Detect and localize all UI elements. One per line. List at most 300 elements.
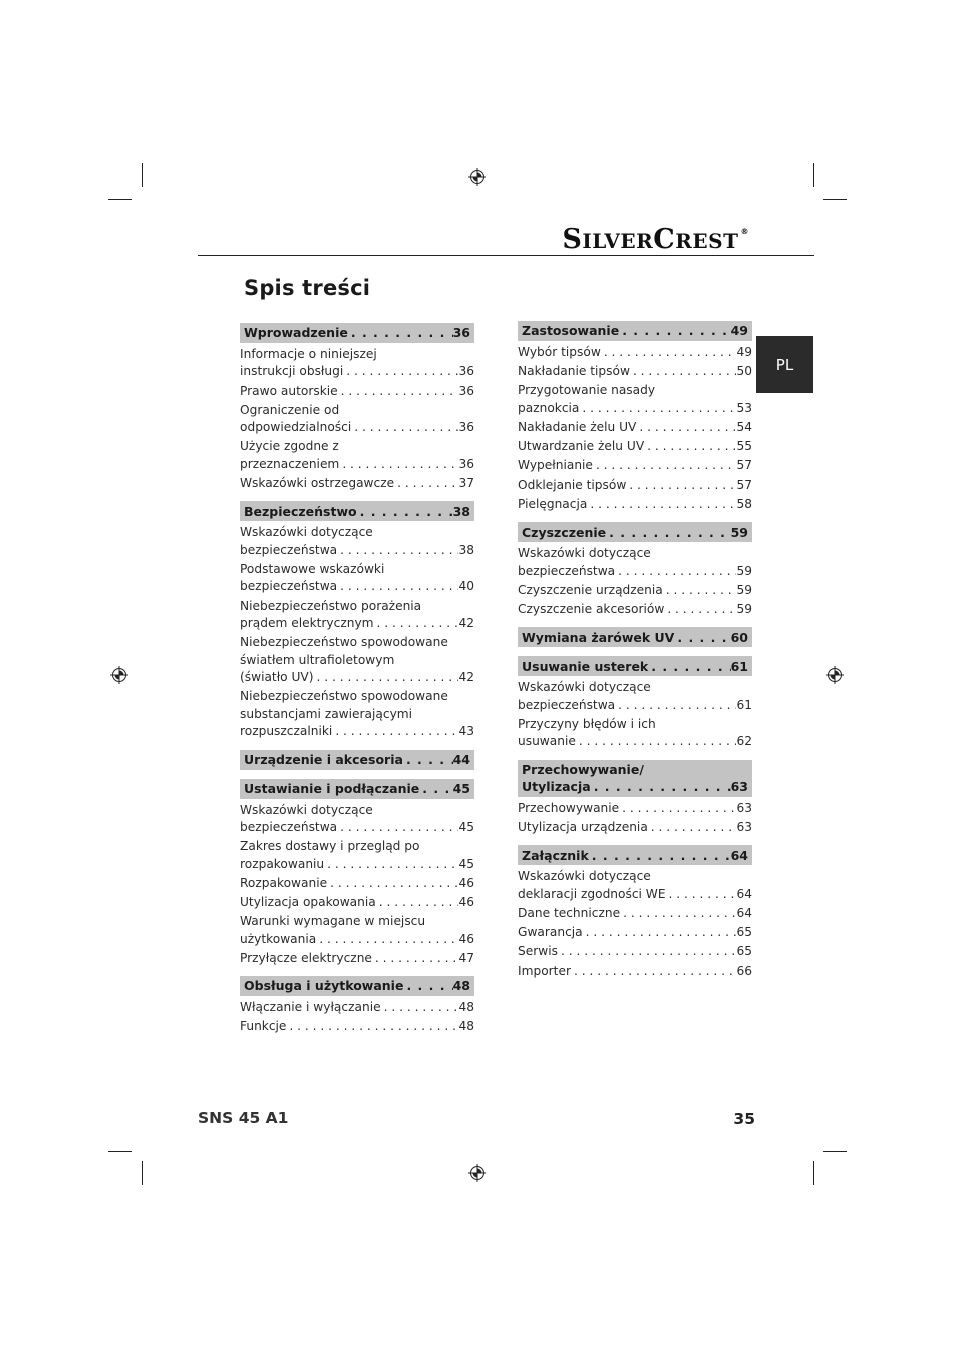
toc-entry-list [518, 679, 752, 750]
toc-entry[interactable] [518, 477, 752, 494]
toc-entry-text: odpowiedzialności [240, 420, 352, 435]
dot-leader [571, 963, 737, 980]
toc-entry-line [240, 875, 474, 892]
dot-leader [339, 456, 458, 473]
toc-entry[interactable] [240, 1018, 474, 1035]
toc-section-heading[interactable] [240, 501, 474, 521]
toc-section [518, 321, 752, 513]
toc-entry[interactable] [518, 963, 752, 980]
toc-entry-text: Utylizacja urządzenia [518, 819, 648, 834]
toc-page-number: 53 [736, 400, 752, 415]
toc-entry-text: użytkowania [240, 931, 317, 946]
toc-entry-line [240, 894, 474, 911]
toc-entry[interactable] [518, 800, 752, 817]
toc-entry-text: bezpieczeństwa [518, 697, 616, 712]
toc-entry[interactable] [518, 924, 752, 941]
toc-page-number: 66 [736, 963, 752, 978]
toc-entry-line [518, 363, 752, 380]
toc-entry[interactable] [518, 943, 752, 960]
toc-entry-line [518, 457, 752, 474]
toc-entry[interactable] [518, 868, 752, 903]
toc-entry-text: (światło UV) [240, 670, 314, 685]
toc-entry[interactable] [240, 838, 474, 873]
toc-page-number: 58 [736, 496, 752, 511]
toc-page-number: 46 [458, 931, 474, 946]
dot-leader [558, 943, 737, 960]
brand-logo-text: REST [675, 229, 739, 253]
dot-leader [587, 496, 736, 513]
toc-page-number: 64 [736, 886, 752, 901]
dot-leader [630, 363, 737, 380]
toc-entry-line [518, 601, 752, 618]
toc-entry-line [240, 383, 474, 400]
toc-page-number: 45 [458, 856, 474, 871]
toc-heading-line [522, 761, 748, 778]
toc-entry-line [240, 950, 474, 967]
toc-entry-line [240, 999, 474, 1016]
page-title: Spis treści [244, 276, 371, 300]
dot-leader [648, 819, 737, 836]
toc-entry-text: Importer [518, 963, 571, 978]
toc-entry-line [518, 344, 752, 361]
brand-logo [562, 224, 749, 255]
toc-heading-line [522, 524, 748, 541]
toc-section [240, 779, 474, 968]
toc-entry[interactable] [518, 363, 752, 380]
toc-entry[interactable] [518, 438, 752, 455]
toc-entry-text: Zakres dostawy i przegląd po [240, 839, 420, 854]
toc-entry[interactable] [518, 457, 752, 474]
toc-entry-line [240, 931, 474, 948]
toc-page-number: 63 [736, 800, 752, 815]
toc-section-heading[interactable] [240, 750, 474, 770]
toc-heading-line [522, 629, 748, 646]
dot-leader [663, 582, 737, 599]
model-number: SNS 45 A1 [198, 1109, 289, 1127]
dot-leader [403, 751, 453, 768]
toc-page-number: 46 [458, 894, 474, 909]
toc-entry-line [518, 697, 752, 714]
toc-entry-text: Czyszczenie akcesoriów [518, 602, 665, 617]
toc-page-number: 64 [736, 905, 752, 920]
toc-section [518, 760, 752, 836]
toc-entry-text: przeznaczeniem [240, 456, 340, 471]
toc-entry-text: Pielęgnacja [518, 496, 588, 511]
dot-leader [403, 977, 452, 994]
toc-entry[interactable] [518, 679, 752, 714]
dot-leader [357, 503, 453, 520]
toc-heading-line [244, 324, 470, 341]
toc-entry[interactable] [240, 950, 474, 967]
dot-leader [316, 931, 458, 948]
toc-entry-text: Niebezpieczeństwo porażenia [240, 598, 422, 613]
toc-entry-text: Informacje o niniejszej [240, 347, 377, 361]
brand-logo-text: ILVER [582, 229, 654, 253]
toc-entry-line [518, 943, 752, 960]
toc-entry-line [518, 819, 752, 836]
toc-entry-line [240, 669, 474, 686]
toc-heading-text: Załącznik [522, 847, 589, 863]
dot-leader [666, 886, 737, 903]
toc-heading-text: Obsługa i użytkowanie [244, 978, 404, 994]
toc-entry-list [240, 802, 474, 968]
dot-leader [332, 723, 458, 740]
toc-entry-text: Dane techniczne [518, 905, 621, 920]
crop-mark [823, 1151, 847, 1152]
toc-entry[interactable] [518, 601, 752, 618]
toc-section-heading[interactable] [518, 845, 752, 865]
toc-entry-text: Niebezpieczeństwo spowodowane światłem ultrafioletowym [240, 635, 448, 667]
toc-page-number: 49 [736, 345, 752, 359]
dot-leader [314, 669, 459, 686]
toc-entry-line [518, 582, 752, 599]
toc-entry[interactable] [240, 598, 474, 633]
registration-mark-icon [110, 666, 128, 684]
toc-entry-line [240, 723, 474, 740]
toc-section [240, 323, 474, 492]
toc-entry-line [240, 578, 474, 595]
toc-heading-line [522, 847, 748, 864]
toc-entry[interactable] [240, 688, 474, 740]
crop-mark [813, 1161, 814, 1185]
toc-entry-line [240, 475, 474, 492]
toc-entry[interactable] [240, 383, 474, 400]
toc-entry-line [518, 800, 752, 817]
toc-entry-list [240, 346, 474, 492]
toc-entry-text: Wskazówki dotyczące [518, 680, 651, 695]
dot-leader [619, 322, 730, 339]
toc-page-number: 45 [458, 819, 474, 834]
toc-entry-text: Prawo autorskie [240, 383, 338, 398]
toc-section [518, 522, 752, 618]
toc-page-number: 43 [458, 724, 474, 739]
dot-leader [376, 894, 459, 911]
dot-leader [593, 457, 737, 474]
toc-entry[interactable] [240, 634, 474, 686]
crop-mark [108, 199, 132, 200]
toc-page-number: 37 [458, 476, 474, 491]
dot-leader [372, 950, 459, 967]
toc-section-heading[interactable] [240, 976, 474, 996]
toc-page-number: 36 [458, 420, 474, 435]
toc-page-number: 49 [730, 323, 748, 339]
toc-entry-line [518, 886, 752, 903]
toc-entry-line [518, 419, 752, 436]
header-rule [198, 255, 814, 256]
dot-leader [337, 819, 458, 836]
toc-page-number: 64 [730, 847, 748, 863]
toc-heading-line [522, 778, 748, 795]
crop-mark [142, 1161, 143, 1185]
registered-mark: ® [740, 227, 749, 236]
toc-column-right [518, 321, 752, 989]
crop-mark [142, 163, 143, 187]
toc-entry-text: Funkcje [240, 1019, 287, 1034]
toc-page-number: 59 [736, 602, 752, 617]
dot-leader [589, 847, 731, 864]
toc-entry-text: Wskazówki dotyczące [240, 802, 373, 817]
toc-entry-line [240, 856, 474, 873]
registration-mark-icon [468, 1164, 486, 1182]
toc-entry[interactable] [518, 496, 752, 513]
toc-page-number: 63 [736, 819, 752, 834]
toc-entry-text: Nakładanie żelu UV [518, 420, 637, 435]
toc-page-number: 59 [730, 524, 748, 540]
toc-entry-list [518, 344, 752, 513]
toc-section-heading[interactable] [518, 321, 752, 341]
toc-entry-text: bezpieczeństwa [240, 819, 338, 834]
toc-entry-text: Wskazówki ostrzegawcze [240, 476, 395, 491]
toc-section [240, 501, 474, 740]
dot-leader [626, 477, 736, 494]
toc-page-number: 59 [736, 582, 752, 597]
toc-entry-text: paznokcia [518, 400, 580, 415]
toc-heading-text: Przechowywanie/ [522, 761, 644, 777]
toc-page-number: 62 [736, 734, 752, 749]
toc-entry[interactable] [240, 346, 474, 381]
toc-page-number: 65 [736, 925, 752, 940]
toc-heading-line [244, 977, 470, 994]
toc-page-number: 47 [458, 950, 474, 965]
toc-entry[interactable] [518, 905, 752, 922]
toc-heading-line [522, 658, 748, 675]
toc-page-number: 55 [736, 439, 752, 454]
toc-entry-text: Przygotowanie nasady [518, 383, 656, 398]
dot-leader [327, 875, 458, 892]
toc-entry-text: Wybór tipsów [518, 345, 601, 359]
toc-heading-text: Ustawianie i podłączanie [244, 780, 420, 796]
toc-entry-text: instrukcji obsługi [240, 364, 344, 379]
toc-entry-text: Odklejanie tipsów [518, 477, 627, 492]
toc-entry-line [240, 819, 474, 836]
dot-leader [648, 658, 730, 675]
toc-entry[interactable] [518, 582, 752, 599]
toc-page-number: 42 [458, 670, 474, 685]
toc-page-number: 57 [736, 477, 752, 492]
toc-entry-text: bezpieczeństwa [518, 563, 616, 578]
toc-heading-text: Czyszczenie [522, 524, 607, 540]
toc-heading-text: Bezpieczeństwo [244, 503, 357, 519]
toc-entry-text: Włączanie i wyłączanie [240, 1000, 381, 1015]
toc-section [240, 976, 474, 1036]
toc-page-number: 48 [458, 1019, 474, 1034]
toc-page-number: 65 [736, 944, 752, 959]
toc-entry[interactable] [240, 438, 474, 473]
dot-leader [664, 601, 736, 618]
toc-entry-text: Gwarancja [518, 925, 583, 940]
toc-entry-line [240, 363, 474, 380]
toc-heading-text: Wprowadzenie [244, 325, 348, 341]
toc-heading-line [244, 780, 470, 797]
toc-entry-text: Wskazówki dotyczące [518, 869, 651, 884]
dot-leader [337, 578, 458, 595]
toc-page-number: 54 [736, 420, 752, 435]
toc-entry-text: Przechowywanie [518, 800, 620, 815]
toc-entry[interactable] [518, 819, 752, 836]
toc-section-heading[interactable] [518, 627, 752, 647]
toc-entry-text: Rozpakowanie [240, 875, 328, 890]
toc-entry[interactable] [518, 545, 752, 580]
toc-entry-line [240, 419, 474, 436]
toc-heading-text: Wymiana żarówek UV [522, 629, 675, 645]
toc-entry-line [240, 1018, 474, 1035]
toc-entry-list [518, 545, 752, 618]
toc-entry-text: Niebezpieczeństwo spowodowane substancjami zawierającymi [240, 689, 448, 721]
toc-section [518, 627, 752, 647]
toc-page-number: 42 [458, 616, 474, 631]
toc-entry[interactable] [240, 875, 474, 892]
toc-page-number: 57 [736, 458, 752, 473]
toc-page-number: 59 [736, 563, 752, 578]
page-number: 35 [733, 1110, 755, 1128]
toc-entry-text: rozpakowaniu [240, 856, 325, 871]
language-tab: PL [756, 336, 813, 393]
toc-heading-line [244, 751, 470, 768]
toc-entry[interactable] [518, 382, 752, 417]
toc-entry-line [518, 438, 752, 455]
toc-entry-text: Czyszczenie urządzenia [518, 582, 663, 597]
toc-entry[interactable] [240, 999, 474, 1016]
toc-entry-list [240, 524, 474, 740]
toc-entry[interactable] [240, 402, 474, 437]
dot-leader [674, 629, 730, 646]
dot-leader [619, 800, 736, 817]
toc-entry-line [240, 615, 474, 632]
toc-page-number: 38 [452, 503, 470, 519]
toc-entry-text: Wskazówki dotyczące [240, 525, 373, 540]
toc-page-number: 44 [452, 751, 470, 767]
dot-leader [583, 924, 737, 941]
toc-entry[interactable] [240, 802, 474, 837]
toc-heading-text: Usuwanie usterek [522, 658, 649, 674]
toc-entry-line [518, 400, 752, 417]
toc-heading-text: Zastosowanie [522, 323, 620, 339]
toc-entry-line [518, 733, 752, 750]
dot-leader [579, 400, 736, 417]
toc-entry[interactable] [240, 475, 474, 492]
toc-page-number: 38 [458, 542, 474, 557]
toc-entry-line [518, 477, 752, 494]
brand-logo-letter: C [653, 224, 676, 255]
toc-entry-line [240, 456, 474, 473]
dot-leader [620, 905, 736, 922]
toc-page-number: 36 [458, 456, 474, 471]
dot-leader [381, 999, 459, 1016]
toc-section-heading[interactable] [518, 760, 752, 797]
toc-entry-line [518, 496, 752, 513]
toc-entry-list [518, 868, 752, 980]
toc-entry-text: Wypełnianie [518, 458, 593, 473]
toc-entry-text: Przyłącze elektryczne [240, 950, 372, 965]
toc-entry-text: Podstawowe wskazówki [240, 562, 385, 577]
dot-leader [644, 438, 736, 455]
toc-entry-text: deklaracji zgodności WE [518, 886, 666, 901]
toc-section-heading[interactable] [240, 779, 474, 799]
toc-entry-text: prądem elektrycznym [240, 616, 374, 631]
toc-entry-line [518, 924, 752, 941]
toc-page-number: 46 [458, 875, 474, 890]
toc-page-number: 40 [458, 579, 474, 594]
dot-leader [576, 733, 737, 750]
toc-entry-text: usuwanie [518, 734, 576, 749]
dot-leader [591, 778, 731, 795]
toc-section [240, 750, 474, 770]
toc-entry[interactable] [240, 561, 474, 596]
toc-page-number: 60 [730, 629, 748, 645]
dot-leader [374, 615, 459, 632]
toc-entry-line [518, 963, 752, 980]
dot-leader [337, 542, 458, 559]
toc-entry-text: Przyczyny błędów i ich [518, 717, 656, 732]
dot-leader [348, 324, 453, 341]
toc-entry-text: Ograniczenie od [240, 402, 340, 417]
toc-page-number: 36 [458, 383, 474, 398]
toc-entry-list [240, 999, 474, 1036]
dot-leader [636, 419, 736, 436]
toc-entry[interactable] [518, 344, 752, 361]
dot-leader [419, 780, 452, 797]
toc-entry[interactable] [240, 913, 474, 948]
dot-leader [394, 475, 458, 492]
toc-page-number: 50 [736, 364, 752, 379]
toc-section-heading[interactable] [518, 656, 752, 676]
toc-entry-text: Użycie zgodne z [240, 439, 339, 454]
toc-column-left [240, 323, 474, 1045]
toc-page-number: 36 [452, 325, 470, 341]
registration-mark-icon [826, 666, 844, 684]
toc-entry-text: Serwis [518, 944, 558, 959]
toc-entry[interactable] [518, 419, 752, 436]
dot-leader [286, 1018, 458, 1035]
toc-entry-text: Utylizacja opakowania [240, 894, 376, 909]
toc-entry[interactable] [240, 894, 474, 911]
toc-section [518, 656, 752, 750]
toc-entry[interactable] [518, 716, 752, 751]
toc-entry-text: Nakładanie tipsów [518, 364, 630, 379]
toc-entry-text: bezpieczeństwa [240, 542, 338, 557]
toc-entry-line [518, 905, 752, 922]
toc-entry-text: rozpuszczalniki [240, 724, 333, 739]
toc-heading-line [522, 322, 748, 339]
brand-logo-letter: S [562, 224, 583, 255]
dot-leader [351, 419, 458, 436]
toc-heading-line [244, 503, 470, 520]
toc-section-heading[interactable] [240, 323, 474, 343]
toc-entry-text: Warunki wymagane w miejscu [240, 914, 426, 929]
toc-page-number: 48 [458, 1000, 474, 1015]
toc-section-heading[interactable] [518, 522, 752, 542]
toc-entry[interactable] [240, 524, 474, 559]
toc-page-number: 36 [458, 364, 474, 379]
crop-mark [108, 1151, 132, 1152]
registration-mark-icon [468, 168, 486, 186]
crop-mark [823, 199, 847, 200]
toc-entry-text: Utwardzanie żelu UV [518, 439, 645, 454]
toc-heading-text: Urządzenie i akcesoria [244, 751, 403, 767]
toc-entry-text: bezpieczeństwa [240, 579, 338, 594]
toc-page-number: 61 [730, 658, 748, 674]
toc-entry-list [518, 800, 752, 837]
dot-leader [324, 856, 458, 873]
toc-page-number: 63 [730, 779, 748, 795]
crop-mark [813, 163, 814, 187]
dot-leader [615, 563, 736, 580]
dot-leader [338, 383, 459, 400]
toc-section [518, 845, 752, 980]
dot-leader [606, 524, 730, 541]
dot-leader [615, 697, 736, 714]
toc-page-number: 48 [452, 978, 470, 994]
